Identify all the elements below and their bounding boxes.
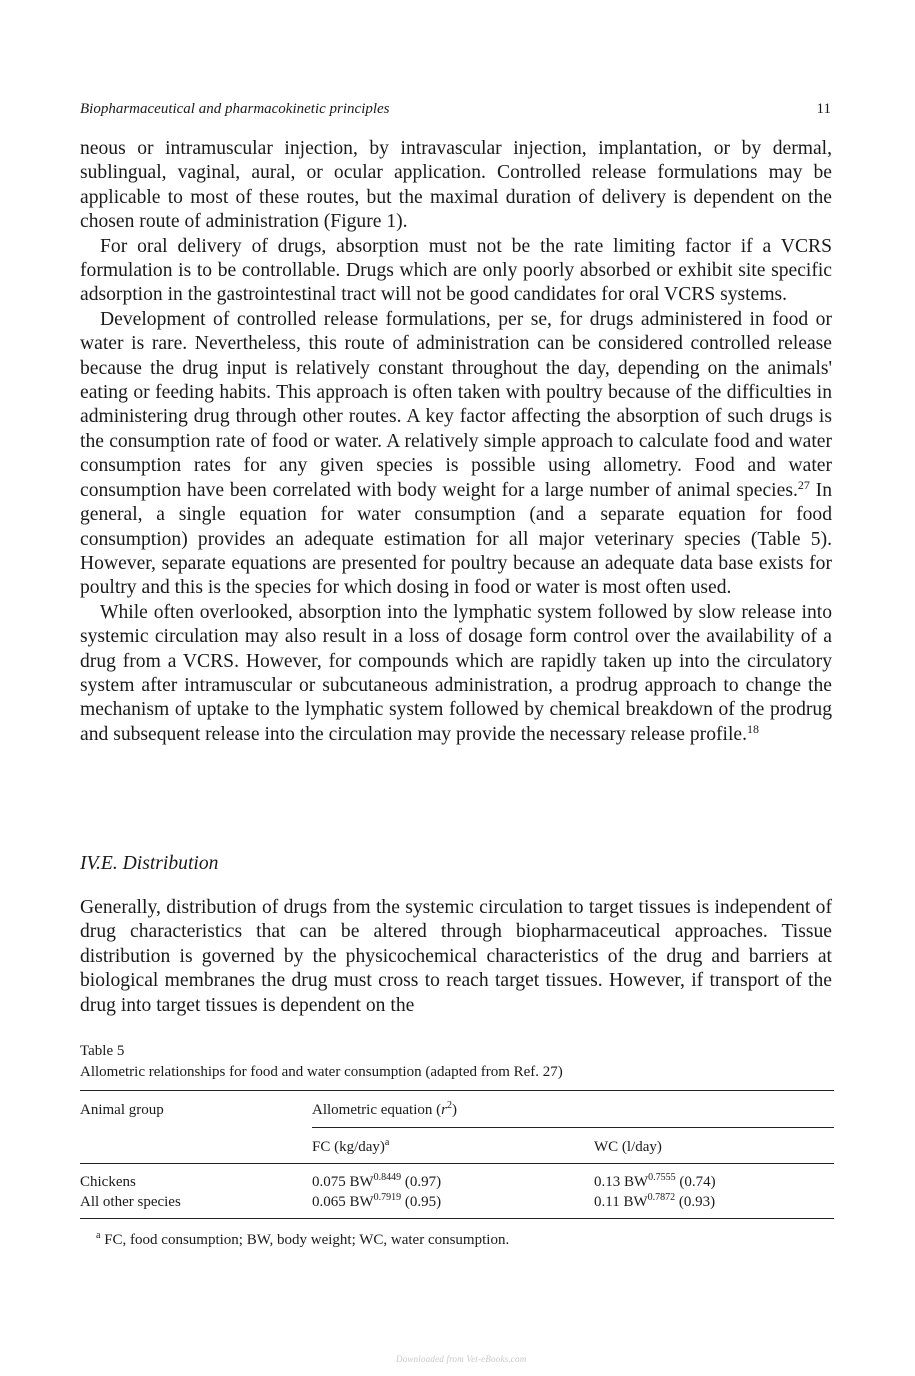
fc-r2: (0.95) [401,1194,442,1210]
table-cell-group: Chickens [80,1174,136,1190]
table-bottom-rule [80,1218,834,1219]
table-cell-wc [594,1172,716,1192]
paragraph-1: neous or intramuscular injection, by intravascular injection, implantation, or by dermal, sublingual, vaginal, aural, or ocular application. Controlled release formulations may be applicable to most of these routes, but the maximal duration of delivery is dependent on the chosen route of administration (Figure 1). [80,138,832,233]
table-header-fc [312,1137,389,1157]
header-fc-text: FC (kg/day) [312,1139,385,1155]
paragraph-4-text: While often overlooked, absorption into the lymphatic system followed by slow release into systemic circulation may also result in a loss of dosage form control over the availability of a drug from a VCRS. However, for compounds which are rapidly taken up into the circulatory system after intramuscular or subcutaneous administration, a prodrug approach to change the mechanism of uptake to the lymphatic system followed by chemical breakdown of the prodrug and subsequent release into the circulation may provide the necessary release profile. [80,601,832,745]
fc-coefficient: 0.075 BW [312,1174,374,1190]
table-cell-fc [312,1172,441,1192]
table-footnote [96,1230,509,1250]
table-header-wc: WC (l/day) [594,1139,662,1155]
section-heading: IV.E. Distribution [80,853,219,874]
table-caption: Allometric relationships for food and water consumption (adapted from Ref. 27) [80,1064,563,1080]
wc-coefficient: 0.13 BW [594,1174,649,1190]
paragraph-4 [80,601,832,747]
table-header-rule [80,1163,834,1164]
table-cell-fc [312,1192,441,1212]
header-equation-close: ) [451,1102,457,1118]
table-cell-wc [594,1192,715,1212]
wc-coefficient: 0.11 BW [594,1194,648,1210]
fc-r2: (0.97) [401,1174,442,1190]
header-equation-exponent: 2 [446,1100,452,1111]
table-cell-group: All other species [80,1194,181,1210]
reference-marker: 18 [747,721,760,736]
paragraph-2: For oral delivery of drugs, absorption must not be the rate limiting factor if a VCRS formulation is to be controllable. Drugs which are only poorly absorbed or exhibit site specific adsorption in the gastrointestinal tract will not be good candidates for oral VCRS systems. [80,235,832,306]
paragraph-3-text-a: Development of controlled release formulations, per se, for drugs administered in food or water is rare. Nevertheless, this route of administration can be considered controlled release because the drug input is relatively constant throughout the day, depending on the animals' eating or feeding habits. This approach is often taken with poultry because of the difficulties in administering drug through other routes. A key factor affecting the absorption of such drugs is the consumption rate of food or water. A relatively simple approach to calculate food and water consumption rates for any given species is possible using allometry. Food and water consumption have been correlated with body weight for a large number of animal species. [80,308,832,501]
footnote-marker: a [96,1230,101,1241]
table-top-rule [80,1090,834,1091]
reference-marker: 27 [797,477,810,492]
header-equation-text: Allometric equation ( [312,1102,442,1118]
fc-coefficient: 0.065 BW [312,1194,374,1210]
footnote-text: FC, food consumption; BW, body weight; WC, water consumption. [100,1232,510,1248]
header-equation-variable: r [441,1102,447,1118]
table-header-animal-group: Animal group [80,1102,164,1118]
section-body-text [80,896,832,1018]
fc-exponent: 0.8449 [373,1172,402,1183]
running-title: Biopharmaceutical and pharmacokinetic principles [80,101,390,117]
running-head [80,101,831,123]
body-text [80,137,832,747]
table-label: Table 5 [80,1043,125,1059]
table-subheader-rule [312,1127,834,1128]
wc-exponent: 0.7872 [647,1192,676,1203]
paragraph-3 [80,308,832,601]
wc-r2: (0.74) [675,1174,716,1190]
wc-r2: (0.93) [675,1194,716,1210]
wc-exponent: 0.7555 [648,1172,676,1183]
paragraph-3-text-b: In general, a single equation for water consumption (and a separate equation for food consumption) provides an adequate estimation for all major veterinary species (Table 5). However, separate equations are presented for poultry because an adequate data base exists for poultry and this is the species for which dosing in food or water is most often used. [80,479,832,599]
table-header-allometric-equation [312,1100,457,1120]
page-number: 11 [816,101,831,117]
section-paragraph: Generally, distribution of drugs from the systemic circulation to target tissues is independent of drug characteristics that can be altered through biopharmaceutical approaches. Tissue distribution is governed by the physicochemical characteristics of the drug and barriers at biological membranes the drug must cross to reach target tissues. However, if transport of the drug into target tissues is dependent on the [80,897,832,1016]
watermark: Downloaded from Vet-eBooks.com [396,1354,527,1364]
fc-exponent: 0.7919 [373,1192,402,1203]
footnote-marker: a [384,1137,390,1148]
